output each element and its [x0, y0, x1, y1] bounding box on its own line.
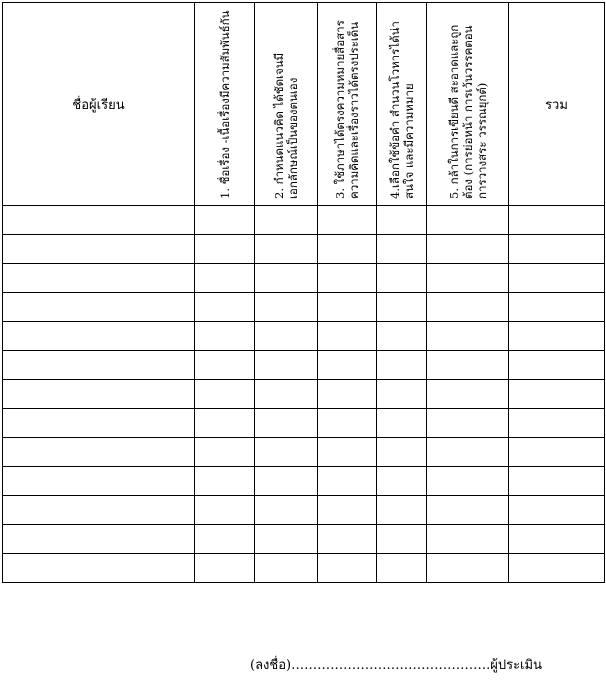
table-row [3, 380, 605, 409]
criterion-3-cell [318, 264, 377, 293]
criterion-5-cell [427, 554, 509, 583]
criterion-1-cell [195, 467, 255, 496]
total-cell [509, 235, 605, 264]
criterion-2-cell [255, 351, 318, 380]
criterion-1-cell [195, 293, 255, 322]
total-cell [509, 554, 605, 583]
student-name-header: ชื่อผู้เรียน [3, 3, 195, 206]
criterion-2-cell [255, 293, 318, 322]
total-cell [509, 351, 605, 380]
criterion-5-cell [427, 351, 509, 380]
criterion-1-cell [195, 380, 255, 409]
criterion-2-cell [255, 496, 318, 525]
criterion-1-header [195, 3, 255, 206]
criterion-4-header [377, 3, 427, 206]
criterion-1-cell [195, 525, 255, 554]
criterion-2-label: 2. กำหนดแนวคิด ได้ชัดเจนมีเอกลักษณ์เป็นของตนเอง [272, 52, 300, 199]
assessment-table [2, 2, 605, 583]
criterion-3-header [318, 3, 377, 206]
criterion-4-cell [377, 235, 427, 264]
total-cell [509, 409, 605, 438]
criterion-2-cell [255, 264, 318, 293]
criterion-1-cell [195, 438, 255, 467]
criterion-2-cell [255, 322, 318, 351]
total-header: รวม [509, 3, 605, 206]
table-row [3, 351, 605, 380]
criterion-5-cell [427, 322, 509, 351]
criterion-4-label: 4.เลือกใช้ข้อคำ สำนวนโวหารได้น่าสนใจ และมีความหมาย [387, 21, 416, 199]
table-row [3, 293, 605, 322]
student-name-cell [3, 409, 195, 438]
criterion-2-cell [255, 380, 318, 409]
criterion-1-cell [195, 554, 255, 583]
table-row [3, 525, 605, 554]
criterion-2-cell [255, 409, 318, 438]
student-name-cell [3, 351, 195, 380]
criterion-3-cell [318, 409, 377, 438]
criterion-5-cell [427, 467, 509, 496]
criterion-2-cell [255, 235, 318, 264]
criterion-5-cell [427, 438, 509, 467]
total-cell [509, 264, 605, 293]
student-name-cell [3, 206, 195, 235]
criterion-1-cell [195, 496, 255, 525]
signature-line: (ลงชื่อ)……………………………………….ผู้ประเมิน [250, 658, 542, 673]
criterion-5-cell [427, 525, 509, 554]
table-row [3, 438, 605, 467]
table-row [3, 206, 605, 235]
criterion-3-cell [318, 554, 377, 583]
student-name-cell [3, 525, 195, 554]
criterion-1-cell [195, 264, 255, 293]
criterion-3-cell [318, 438, 377, 467]
criterion-3-cell [318, 235, 377, 264]
criterion-1-label: 1. ชื่อเรื่อง -เนื้อเรื่องมีความสัมพันธ์กัน [217, 10, 232, 199]
table-row [3, 496, 605, 525]
total-cell [509, 496, 605, 525]
criterion-4-cell [377, 293, 427, 322]
criterion-5-cell [427, 380, 509, 409]
table-row [3, 235, 605, 264]
student-name-cell [3, 467, 195, 496]
student-name-cell [3, 496, 195, 525]
student-name-cell [3, 380, 195, 409]
criterion-1-cell [195, 322, 255, 351]
criterion-3-cell [318, 322, 377, 351]
criterion-2-cell [255, 206, 318, 235]
header-row [3, 3, 605, 206]
criterion-4-cell [377, 206, 427, 235]
criterion-3-cell [318, 496, 377, 525]
criterion-3-label: 3. ใช้ภาษาได้ตรงความหมายสื่อสารความคิดและเรื่องราวได้ตรงประเด็น [333, 20, 361, 199]
table-row [3, 467, 605, 496]
table-row [3, 409, 605, 438]
criterion-4-cell [377, 496, 427, 525]
criterion-4-cell [377, 554, 427, 583]
criterion-2-cell [255, 525, 318, 554]
criterion-5-cell [427, 409, 509, 438]
student-name-cell [3, 264, 195, 293]
total-cell [509, 438, 605, 467]
criterion-2-cell [255, 438, 318, 467]
student-name-cell [3, 322, 195, 351]
criterion-4-cell [377, 525, 427, 554]
criterion-3-cell [318, 525, 377, 554]
criterion-2-header [255, 3, 318, 206]
criterion-3-cell [318, 293, 377, 322]
criterion-4-cell [377, 467, 427, 496]
criterion-5-cell [427, 496, 509, 525]
criterion-2-cell [255, 467, 318, 496]
criterion-4-cell [377, 438, 427, 467]
student-name-cell [3, 438, 195, 467]
criterion-5-header [427, 3, 509, 206]
criterion-3-cell [318, 467, 377, 496]
criterion-3-cell [318, 206, 377, 235]
total-cell [509, 293, 605, 322]
student-name-cell [3, 293, 195, 322]
table-row [3, 554, 605, 583]
student-name-cell [3, 554, 195, 583]
criterion-1-cell [195, 351, 255, 380]
criterion-5-cell [427, 293, 509, 322]
table-row [3, 322, 605, 351]
criterion-3-cell [318, 351, 377, 380]
criterion-5-cell [427, 264, 509, 293]
total-cell [509, 206, 605, 235]
table-row [3, 264, 605, 293]
criterion-1-cell [195, 409, 255, 438]
total-cell [509, 322, 605, 351]
criterion-1-cell [195, 235, 255, 264]
criterion-2-cell [255, 554, 318, 583]
criterion-5-label: 5. กล้าในการเขียนดี สะอาดและถูกต้อง (การย่อหน้า การเว้นวรรคตอน การวางสระ วรรณยุกต์) [446, 24, 489, 199]
criterion-4-cell [377, 351, 427, 380]
total-cell [509, 525, 605, 554]
criterion-4-cell [377, 409, 427, 438]
criterion-1-cell [195, 206, 255, 235]
criterion-3-cell [318, 380, 377, 409]
criterion-4-cell [377, 322, 427, 351]
criterion-5-cell [427, 235, 509, 264]
criterion-4-cell [377, 380, 427, 409]
criterion-4-cell [377, 264, 427, 293]
total-cell [509, 467, 605, 496]
student-name-cell [3, 235, 195, 264]
criterion-5-cell [427, 206, 509, 235]
total-cell [509, 380, 605, 409]
